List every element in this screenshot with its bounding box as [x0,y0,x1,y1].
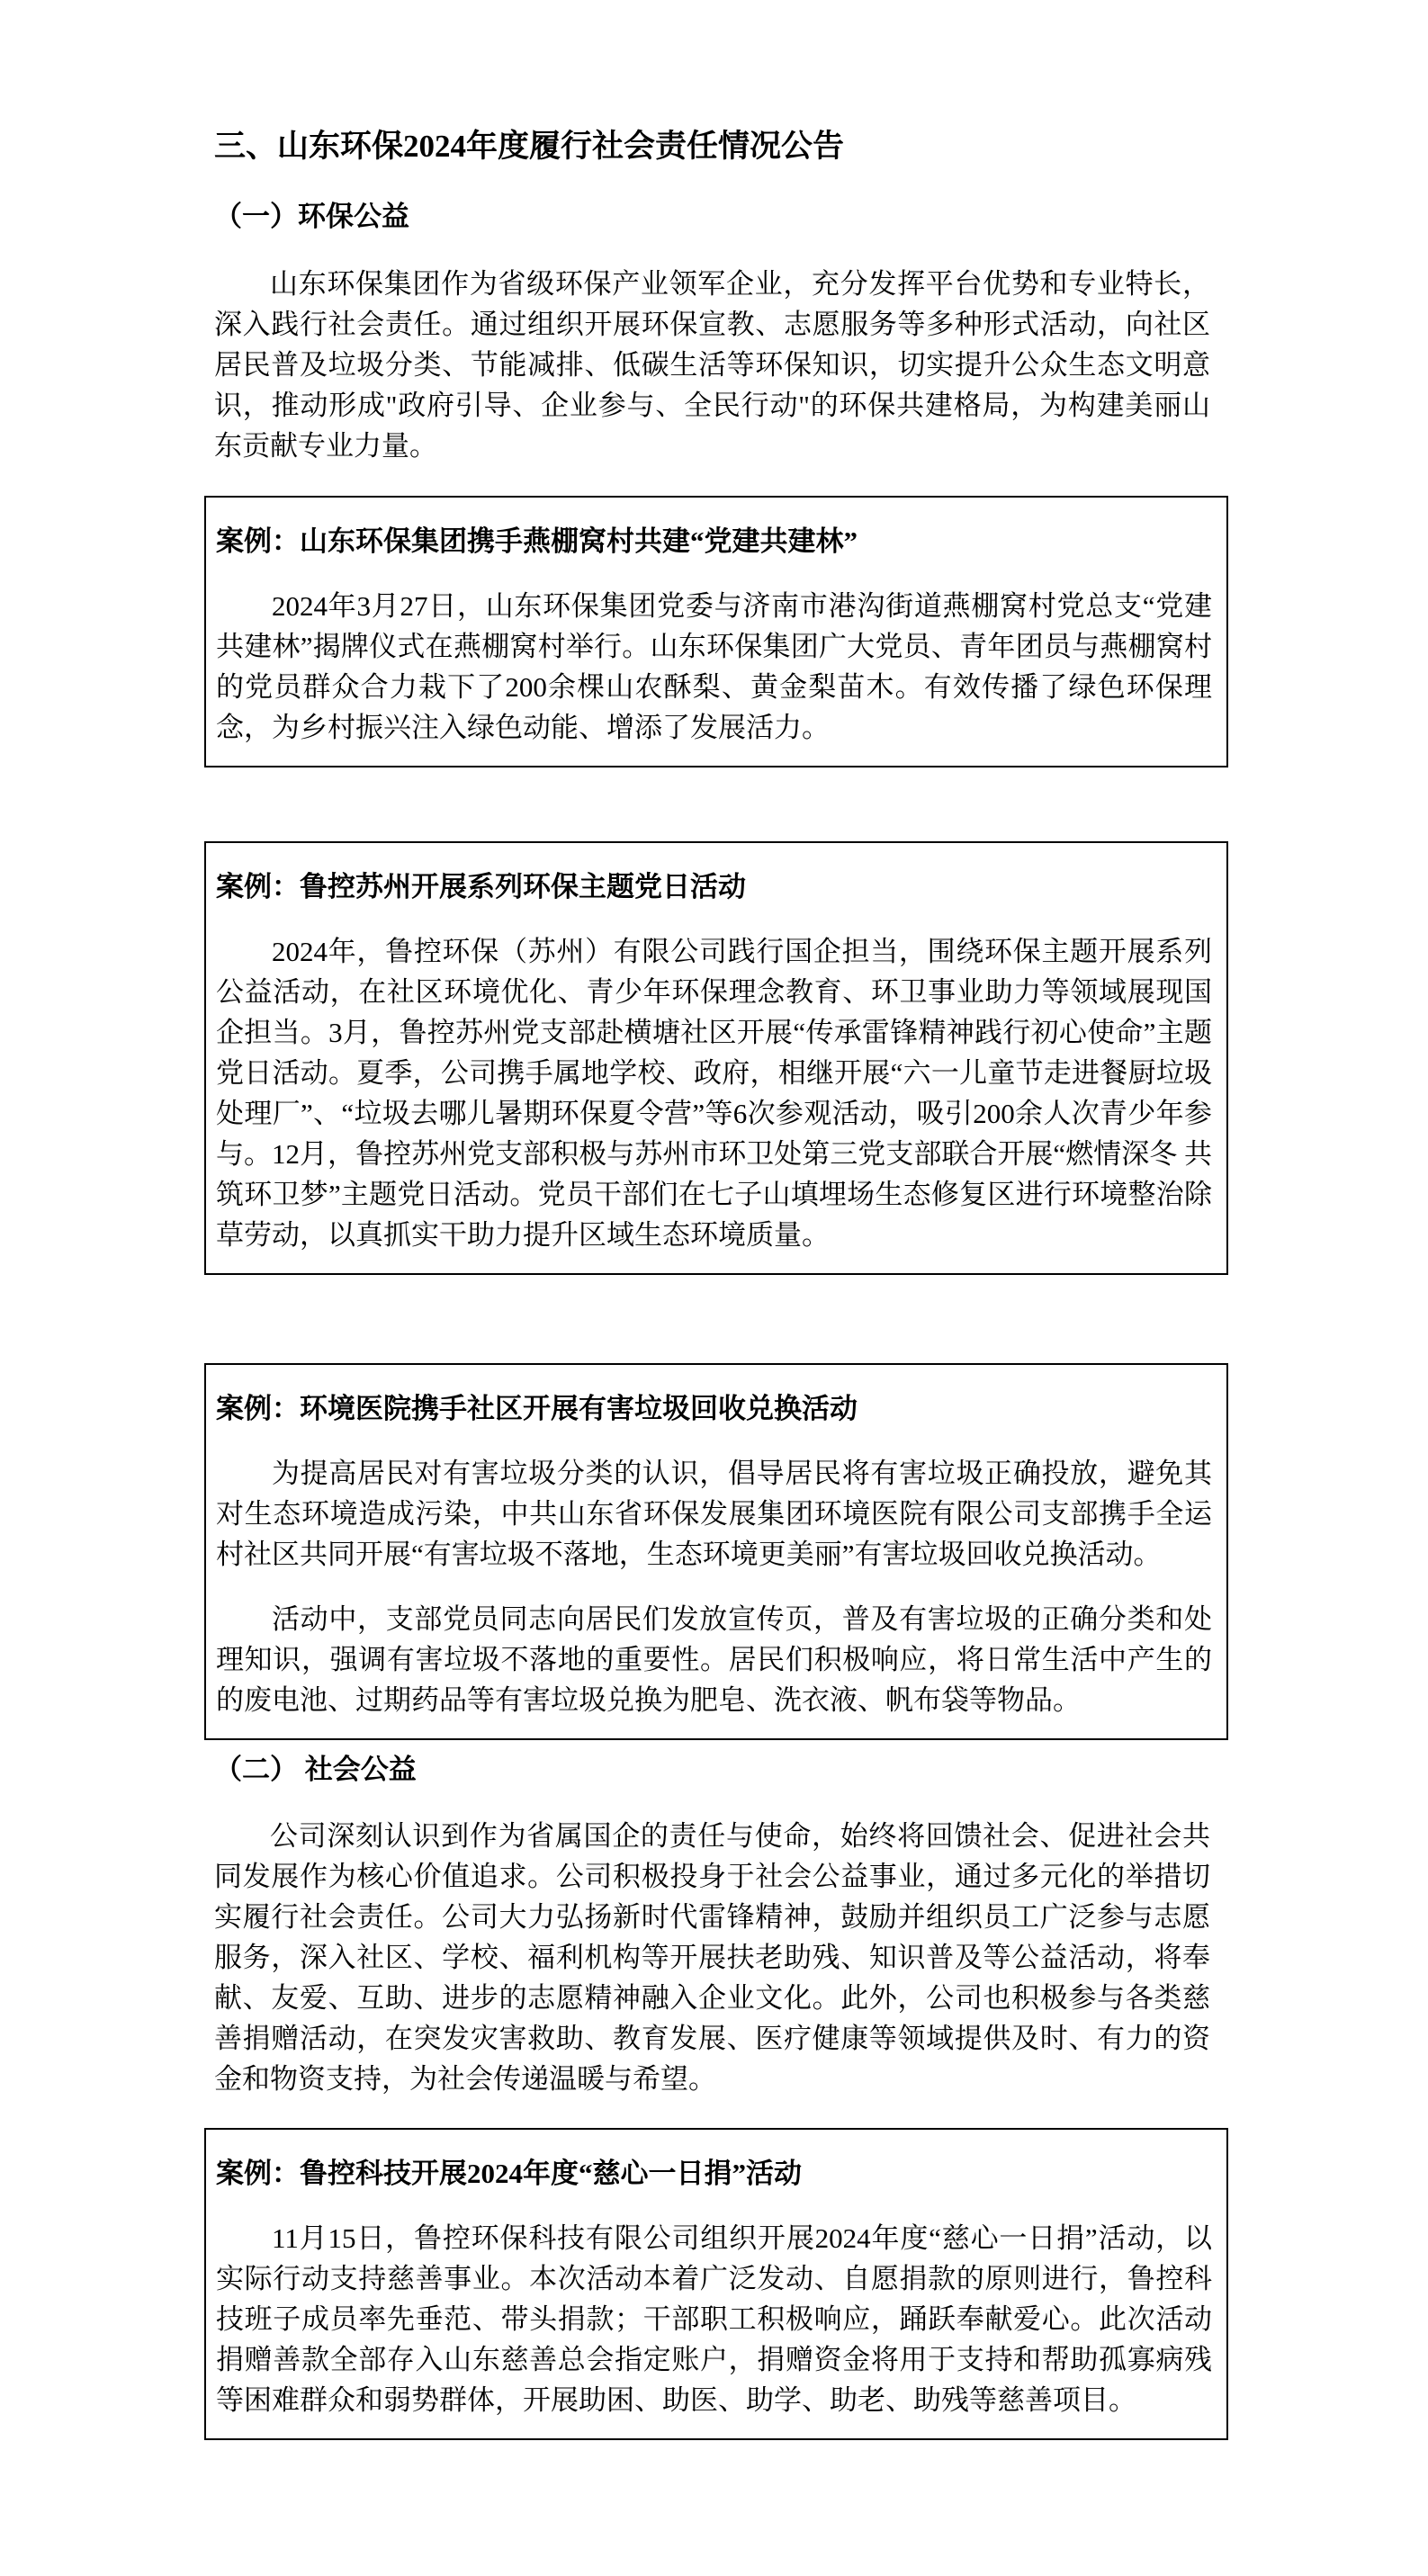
page-title: 三、山东环保2024年度履行社会责任情况公告 [214,129,845,164]
case-box-hazardous-waste-exchange [204,1363,1228,1740]
section-2-heading: （二） 社会公益 [214,1754,417,1785]
case-1-title: 案例：山东环保集团携手燕棚窝村共建“党建共建林” [216,525,858,557]
case-3-title: 案例：环境医院携手社区开展有害垃圾回收兑换活动 [216,1393,858,1424]
case-box-charity-one-day-donation [204,2128,1228,2440]
case-1-paragraph: 2024年3月27日，山东环保集团党委与济南市港沟街道燕棚窝村党总支“党建共建林”揭牌仪式在燕棚窝村举行。山东环保集团广大党员、青年团员与燕棚窝村的党员群众合力栽下了200余棵山农酥梨、黄金梨苗木。有效传播了绿色环保理念，为乡村振兴注入绿色动能、增添了发展活力。 [216,590,1212,743]
case-3-paragraph-1: 为提高居民对有害垃圾分类的认识，倡导居民将有害垃圾正确投放，避免其对生态环境造成污染，中共山东省环保发展集团环境医院有限公司支部携手全运村社区共同开展“有害垃圾不落地，生态环境更美丽”有害垃圾回收兑换活动。 [216,1458,1212,1570]
case-2-title: 案例：鲁控苏州开展系列环保主题党日活动 [216,871,746,902]
case-box-suzhou-party-day [204,841,1228,1275]
case-4-title: 案例：鲁控科技开展2024年度“慈心一日捐”活动 [216,2158,802,2189]
case-2-paragraph: 2024年，鲁控环保（苏州）有限公司践行国企担当，围绕环保主题开展系列公益活动，在社区环境优化、青少年环保理念教育、环卫事业助力等领域展现国企担当。3月，鲁控苏州党支部赴横塘社区开展“传承雷锋精神践行初心使命”主题党日活动。夏季，公司携手属地学校、政府，相继开展“六一儿童节走进餐厨垃圾处理厂”、“垃圾去哪儿暑期环保夏令营”等6次参观活动，吸引200余人次青少年参与。12月，鲁控苏州党支部积极与苏州市环卫处第三党支部联合开展“燃情深冬 共筑环卫梦”主题党日活动。党员干部们在七子山填埋场生态修复区进行环境整治除草劳动，以真抓实干助力提升区域生态环境质量。 [216,936,1212,1251]
section-1-heading: （一）环保公益 [214,201,409,232]
section-2-intro-paragraph: 公司深刻认识到作为省属国企的责任与使命，始终将回馈社会、促进社会共同发展作为核心价值追求。公司积极投身于社会公益事业，通过多元化的举措切实履行社会责任。公司大力弘扬新时代雷锋精神，鼓励并组织员工广泛参与志愿服务，深入社区、学校、福利机构等开展扶老助残、知识普及等公益活动，将奉献、友爱、互助、进步的志愿精神融入企业文化。此外，公司也积极参与各类慈善捐赠活动，在突发灾害救助、教育发展、医疗健康等领域提供及时、有力的资金和物资支持，为社会传递温暖与希望。 [214,1820,1210,2095]
case-box-party-building-forest [204,496,1228,767]
section-1-intro-paragraph: 山东环保集团作为省级环保产业领军企业，充分发挥平台优势和专业特长，深入践行社会责任。通过组织开展环保宣教、志愿服务等多种形式活动，向社区居民普及垃圾分类、节能减排、低碳生活等环保知识，切实提升公众生态文明意识，推动形成"政府引导、企业参与、全民行动"的环保共建格局，为构建美丽山东贡献专业力量。 [214,268,1210,462]
case-4-paragraph: 11月15日，鲁控环保科技有限公司组织开展2024年度“慈心一日捐”活动，以实际行动支持慈善事业。本次活动本着广泛发动、自愿捐款的原则进行，鲁控科技班子成员率先垂范、带头捐款；干部职工积极响应，踊跃奉献爱心。此次活动捐赠善款全部存入山东慈善总会指定账户，捐赠资金将用于支持和帮助孤寡病残等困难群众和弱势群体，开展助困、助医、助学、助老、助残等慈善项目。 [216,2222,1212,2416]
case-3-paragraph-2: 活动中，支部党员同志向居民们发放宣传页，普及有害垃圾的正确分类和处理知识，强调有害垃圾不落地的重要性。居民们积极响应，将日常生活中产生的的废电池、过期药品等有害垃圾兑换为肥皂、洗衣液、帆布袋等物品。 [216,1603,1212,1716]
